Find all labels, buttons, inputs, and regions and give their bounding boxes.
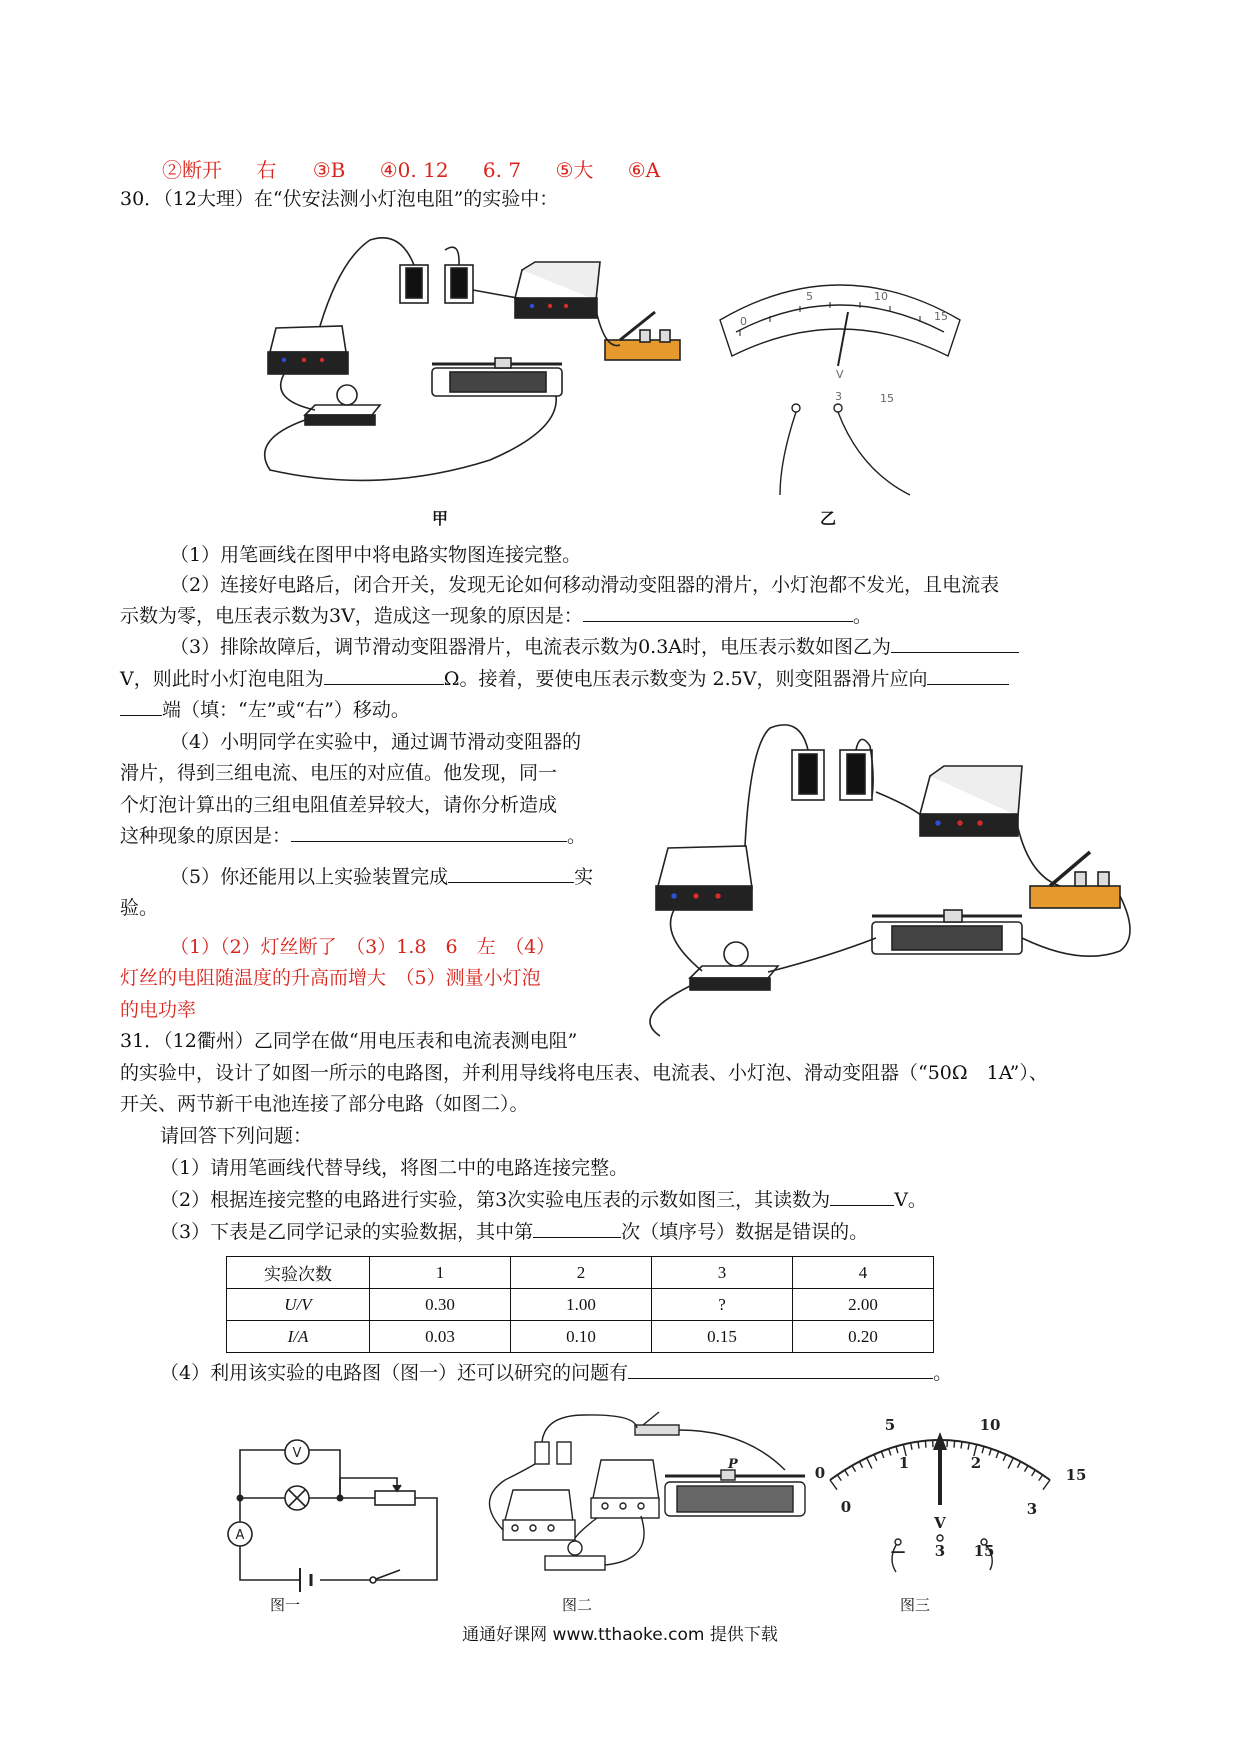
scale-tick xyxy=(918,1442,919,1449)
scale-tick xyxy=(996,1451,999,1458)
terminal-label: 15 xyxy=(973,1542,995,1560)
scale-tick xyxy=(881,1451,884,1458)
table-cell: 0.03 xyxy=(370,1321,511,1353)
scale-tick xyxy=(982,1446,984,1453)
table-cell: 0.15 xyxy=(652,1321,793,1353)
meter-letter: V xyxy=(836,368,844,381)
scale-small-label: 3 xyxy=(1026,1500,1038,1518)
blank-line xyxy=(891,634,1019,653)
blank-line xyxy=(291,823,567,842)
text: 。 xyxy=(933,1362,953,1384)
scale-tick xyxy=(896,1446,898,1453)
terminal-label: — xyxy=(890,1542,906,1560)
scale-label: 5 xyxy=(806,290,813,303)
scale-label: 10 xyxy=(874,290,888,303)
table-cell: 0.20 xyxy=(793,1321,934,1353)
q29-answers xyxy=(162,154,660,183)
terminal-label: 3 xyxy=(835,390,842,403)
table-cell: 1 xyxy=(370,1257,511,1289)
table-cell: 0.30 xyxy=(370,1289,511,1321)
q30-part2-line2 xyxy=(120,601,872,631)
terminal-label: 15 xyxy=(880,392,894,405)
q31-line2: 的实验中，设计了如图一所示的电路图，并利用导线将电压表、电流表、小灯泡、滑动变阻器（“50Ω 1A”）、 xyxy=(120,1062,1048,1084)
scale-big-label: 5 xyxy=(884,1416,896,1434)
q30-part3-line2 xyxy=(120,664,1009,694)
scale-tick xyxy=(1032,1470,1036,1476)
scale-small-label: 1 xyxy=(898,1454,910,1472)
scale-big-label: 10 xyxy=(979,1416,1001,1434)
q30-part5-line1 xyxy=(170,862,593,892)
figure-apparatus-right xyxy=(650,736,1140,1036)
q31-title: 31．（12衢州）乙同学在做“用电压表和电流表测电阻” xyxy=(120,1030,578,1052)
q30-answer-line2: 灯丝的电阻随温度的升高而增大 （5）测量小灯泡 xyxy=(120,967,541,989)
figure-caption-yi: 乙 xyxy=(820,509,837,528)
ammeter-label: A xyxy=(235,1528,245,1543)
text: V，则此时小灯泡电阻为 xyxy=(120,668,324,690)
q31-part3 xyxy=(160,1217,868,1247)
scale-tick xyxy=(1039,1475,1043,1481)
table-row xyxy=(227,1257,934,1289)
q30-part4-line2: 滑片，得到三组电流、电压的对应值。他发现，同一 xyxy=(120,762,558,784)
figure-caption-1: 图一 xyxy=(270,1596,301,1614)
figure-1-circuit xyxy=(225,1440,475,1600)
table-cell: 实验次数 xyxy=(227,1257,370,1289)
blank-line xyxy=(830,1187,894,1206)
figure-caption-jia: 甲 xyxy=(432,509,449,528)
text: （3）下表是乙同学记录的实验数据，其中第 xyxy=(160,1221,534,1243)
text: 。 xyxy=(852,605,872,627)
scale-tick xyxy=(837,1475,841,1481)
blank-line xyxy=(583,603,853,622)
table-cell: 2 xyxy=(511,1257,652,1289)
figure-3-meter-scale xyxy=(800,1410,1087,1590)
scale-tick xyxy=(1008,1458,1013,1469)
meter-letter: V xyxy=(934,1514,946,1532)
table-cell: ? xyxy=(652,1289,793,1321)
text: 次（填序号）数据是错误的。 xyxy=(621,1221,869,1243)
text: Ω。接着，要使电压表示数变为 2.5V，则变阻器滑片应向 xyxy=(443,668,928,690)
text: 端（填：“左”或“右”）移动。 xyxy=(162,699,410,721)
text: （5）你还能用以上实验装置完成 xyxy=(170,866,449,888)
blank-line xyxy=(120,697,162,716)
scale-tick xyxy=(867,1458,872,1469)
scale-tick xyxy=(845,1470,849,1476)
figure-jia-apparatus xyxy=(260,240,700,500)
scale-small-label: 2 xyxy=(970,1454,982,1472)
blank-line xyxy=(448,864,574,883)
blank-line xyxy=(324,666,444,685)
scale-small-label: 0 xyxy=(840,1498,852,1516)
blank-line xyxy=(628,1360,933,1379)
q31-part4 xyxy=(160,1358,952,1388)
q30-answer-line1: （1）（2）灯丝断了 （3）1.8 6 左 （4） xyxy=(170,936,556,958)
scale-tick xyxy=(859,1462,862,1468)
text: （2）根据连接完整的电路进行实验，第3次实验电压表的示数如图三，其读数为 xyxy=(160,1189,831,1211)
footer: 通通好课网 www.tthaoke.com 提供下载 xyxy=(462,1625,778,1645)
q30-part4-line1: （4）小明同学在实验中，通过调节滑动变阻器的 xyxy=(170,731,582,753)
answer-item: ⑥A xyxy=(627,158,661,182)
scale-tick xyxy=(889,1449,891,1456)
text: 示数为零，电压表示数为3V，造成这一现象的原因是： xyxy=(120,605,583,627)
scale-tick xyxy=(954,1441,955,1448)
table-cell: 4 xyxy=(793,1257,934,1289)
terminal-label: 3 xyxy=(934,1542,946,1560)
q31-line4: 请回答下列问题： xyxy=(160,1125,313,1147)
figure-caption-3: 图三 xyxy=(900,1596,931,1614)
q30-part4-line3: 个灯泡计算出的三组电阻值差异较大，请你分析造成 xyxy=(120,794,558,816)
scale-tick xyxy=(961,1442,962,1449)
answer-item: ④0. 12 xyxy=(379,158,449,182)
data-table xyxy=(226,1256,934,1353)
scale-tick xyxy=(1003,1454,1006,1460)
scale-tick xyxy=(852,1466,856,1472)
figure-caption-2: 图二 xyxy=(562,1596,593,1614)
scale-big-label: 0 xyxy=(814,1464,826,1482)
answer-item: ③B xyxy=(312,158,346,182)
table-cell: 0.10 xyxy=(511,1321,652,1353)
q30-part4-line4 xyxy=(120,821,586,851)
answer-item: 右 xyxy=(256,158,277,182)
slider-label: P xyxy=(728,1457,738,1472)
q30-part1: （1）用笔画线在图甲中将电路实物图连接完整。 xyxy=(170,544,582,566)
scale-tick xyxy=(830,1480,837,1490)
text: 实 xyxy=(574,866,594,888)
text: （3）排除故障后，调节滑动变阻器滑片，电流表示数为0.3A时，电压表示数如图乙为 xyxy=(170,636,892,658)
scale-tick xyxy=(925,1441,926,1448)
q30-part3-line1 xyxy=(170,632,1019,662)
table-cell: 1.00 xyxy=(511,1289,652,1321)
answer-item: ⑤大 xyxy=(555,158,594,182)
q31-line3: 开关、两节新干电池连接了部分电路（如图二）。 xyxy=(120,1093,529,1115)
text: V。 xyxy=(894,1189,927,1211)
scale-tick xyxy=(1017,1462,1020,1468)
q30-part2-line1: （2）连接好电路后，闭合开关，发现无论如何移动滑动变阻器的滑片，小灯泡都不发光，且电流表 xyxy=(170,574,1000,596)
q30-part3-line3 xyxy=(120,695,410,725)
q31-part1: （1）请用笔画线代替导线，将图二中的电路连接完整。 xyxy=(160,1157,629,1179)
q30-title: 30．（12大理）在“伏安法测小灯泡电阻”的实验中： xyxy=(120,188,559,210)
q30-part5-line2: 验。 xyxy=(120,897,159,919)
scale-tick xyxy=(1043,1480,1050,1490)
table-cell: 2.00 xyxy=(793,1289,934,1321)
scale-tick xyxy=(1024,1466,1028,1472)
scale-label: 0 xyxy=(740,315,747,328)
table-cell: U/V xyxy=(227,1289,370,1321)
scale-tick xyxy=(874,1454,877,1460)
text: 。 xyxy=(567,825,587,847)
scale-tick xyxy=(989,1449,991,1456)
blank-line xyxy=(533,1219,621,1238)
answer-item: ②断开 xyxy=(162,158,222,182)
voltmeter-label: V xyxy=(292,1446,302,1461)
text: 这种现象的原因是： xyxy=(120,825,292,847)
figure-2-apparatus xyxy=(485,1420,825,1595)
text: （4）利用该实验的电路图（图一）还可以研究的问题有 xyxy=(160,1362,629,1384)
scale-big-label: 15 xyxy=(1065,1466,1087,1484)
table-row xyxy=(227,1321,934,1353)
table-row xyxy=(227,1289,934,1321)
answer-item: 6. 7 xyxy=(482,158,522,182)
blank-line xyxy=(927,666,1009,685)
figure-yi-voltmeter-scale xyxy=(720,270,960,510)
table-cell: 3 xyxy=(652,1257,793,1289)
table-cell: I/A xyxy=(227,1321,370,1353)
q31-part2 xyxy=(160,1185,927,1215)
scale-label: 15 xyxy=(934,310,948,323)
scale-tick xyxy=(911,1443,912,1450)
q30-answer-line3: 的电功率 xyxy=(120,999,197,1021)
scale-tick xyxy=(968,1443,969,1450)
